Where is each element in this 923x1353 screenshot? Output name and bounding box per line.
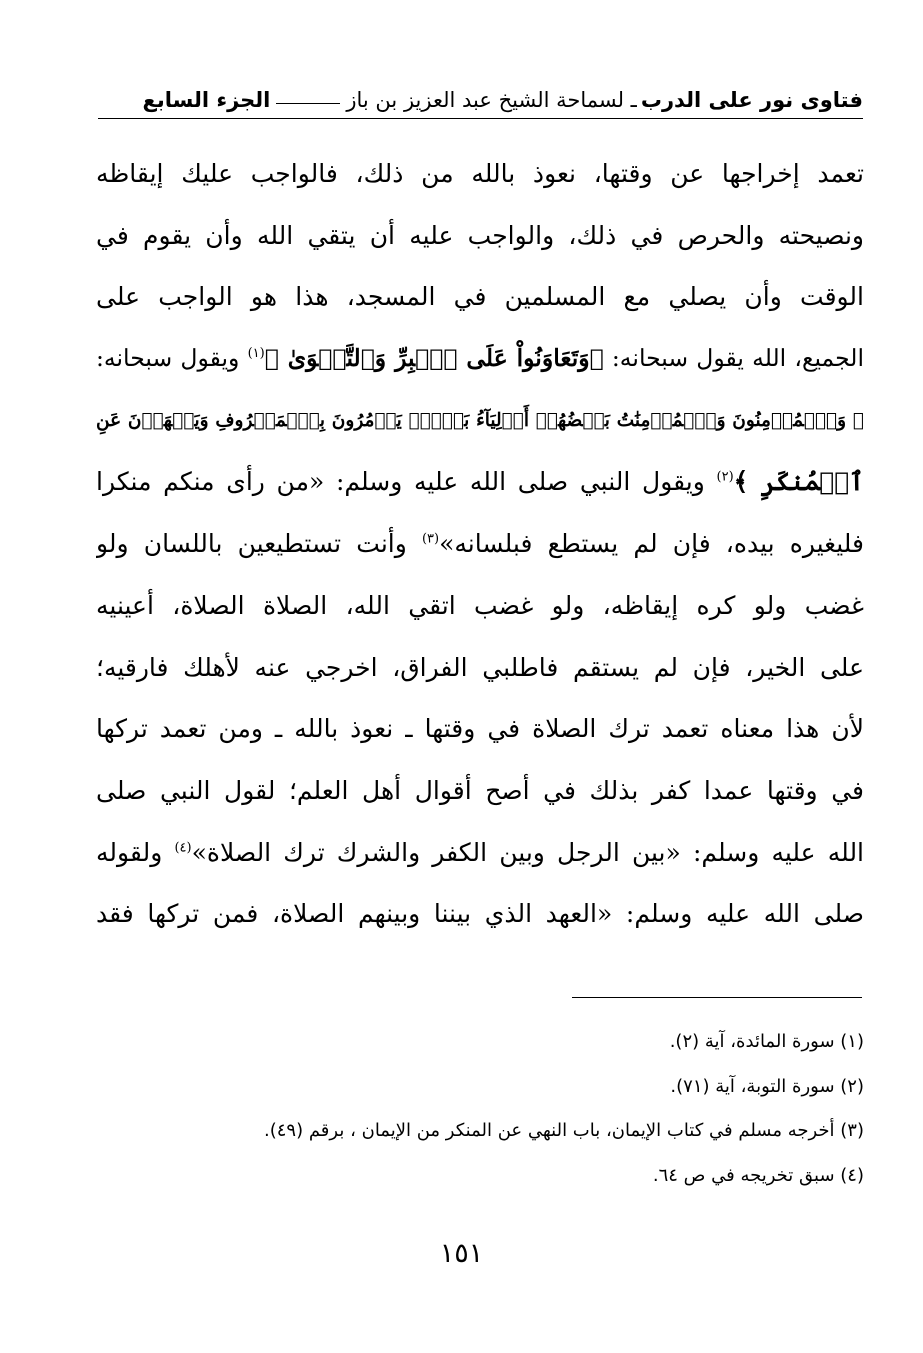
line-text: لأن هذا معناه تعمد ترك الصلاة في وقتها ـ نعوذ بالله ـ ومن تعمد تركها [96,714,864,744]
footnote: (٤) سبق تخريجه في ص ٦٤. [652,1164,864,1186]
footnote-marker: (٢) [716,470,734,486]
line-text: ولقوله [96,837,175,867]
footnotes [98,1020,864,1198]
line-text: الوقت وأن يصلي مع المسلمين في المسجد، هذا هو الواجب على [96,282,864,312]
header-rule [98,118,863,119]
body-line [96,513,864,575]
part-title: الجزء السابع [142,88,271,112]
footnote: (٢) سورة التوبة، آية (٧١). [670,1075,864,1097]
body-line [96,390,864,452]
quran-verse: ٱلۡمُنكَرِ ﴾ [733,467,864,497]
body-line [96,451,864,513]
line-text: على الخير، فإن لم يستقم فاطلبي الفراق، اخرجي عنه لأهلك فارقيه؛ [96,652,864,682]
line-text: ونصيحته والحرص في ذلك، والواجب عليه أن يتقي الله وأن يقوم في [96,220,864,250]
author-line: ـ لسماحة الشيخ عبد العزيز بن باز [346,88,637,112]
body-line [96,883,864,945]
line-text: فليغيره بيده، فإن لم يستطع فبلسانه» [439,529,864,559]
footnote-marker: (٤) [174,840,192,856]
line-text: الله عليه وسلم: «بين الرجل وبين الكفر والشرك ترك الصلاة» [191,837,864,867]
body-line [96,822,864,884]
quran-verse: ﴿ وَٱلۡمُؤۡمِنُونَ وَٱلۡمُؤۡمِنَٰتُ بَعۡضُهُمۡ أَوۡلِيَآءُ بَعۡضٖۚ يَأۡمُرُونَ بِٱلۡمَعۡرُوفِ وَيَنۡهَوۡنَ عَنِ [96,409,864,431]
body-line [96,698,864,760]
body-line [96,266,864,328]
line-text: في وقتها عمدا كفر بذلك في أصح أقوال أهل العلم؛ لقول النبي صلى [96,775,864,805]
page-number: ١٥١ [439,1238,484,1269]
header-dash-rule [276,103,340,104]
body-line [96,328,864,390]
body-line [96,760,864,822]
line-text: وأنت تستطيعين باللسان ولو [96,529,422,559]
body-line [96,575,864,637]
series-title: فتاوى نور على الدرب [640,88,863,112]
line-text: غضب ولو كره إيقاظه، ولو غضب اتقي الله، الصلاة الصلاة، أعينيه [96,590,864,620]
footnote: (٣) أخرجه مسلم في كتاب الإيمان، باب النهي عن المنكر من الإيمان ، برقم (٤٩). [263,1120,864,1141]
body-text [96,143,864,945]
body-line [96,637,864,699]
footnote: (١) سورة المائدة، آية (٢). [669,1031,864,1052]
footnote-marker: (٣) [421,531,440,547]
footnote-separator [572,997,862,998]
line-text: صلى الله عليه وسلم: «العهد الذي بيننا وبينهم الصلاة، فمن تركها فقد [96,899,864,929]
line-text: الجميع، الله يقول سبحانه: [603,344,864,373]
body-line [96,205,864,267]
line-text: ويقول سبحانه: [96,344,248,373]
quran-verse: ﴿وَتَعَاوَنُواْ عَلَى ٱلۡبِرِّ وَٱلتَّقۡوَىٰ ﴾ [264,344,604,373]
line-text: ويقول النبي صلى الله عليه وسلم: «من رأى منكم منكرا [96,467,717,497]
line-text: تعمد إخراجها عن وقتها، نعوذ بالله من ذلك، فالواجب عليك إيقاظه [96,159,864,188]
body-line [96,143,864,205]
running-header [98,82,863,118]
footnote-marker: (١) [247,346,265,362]
